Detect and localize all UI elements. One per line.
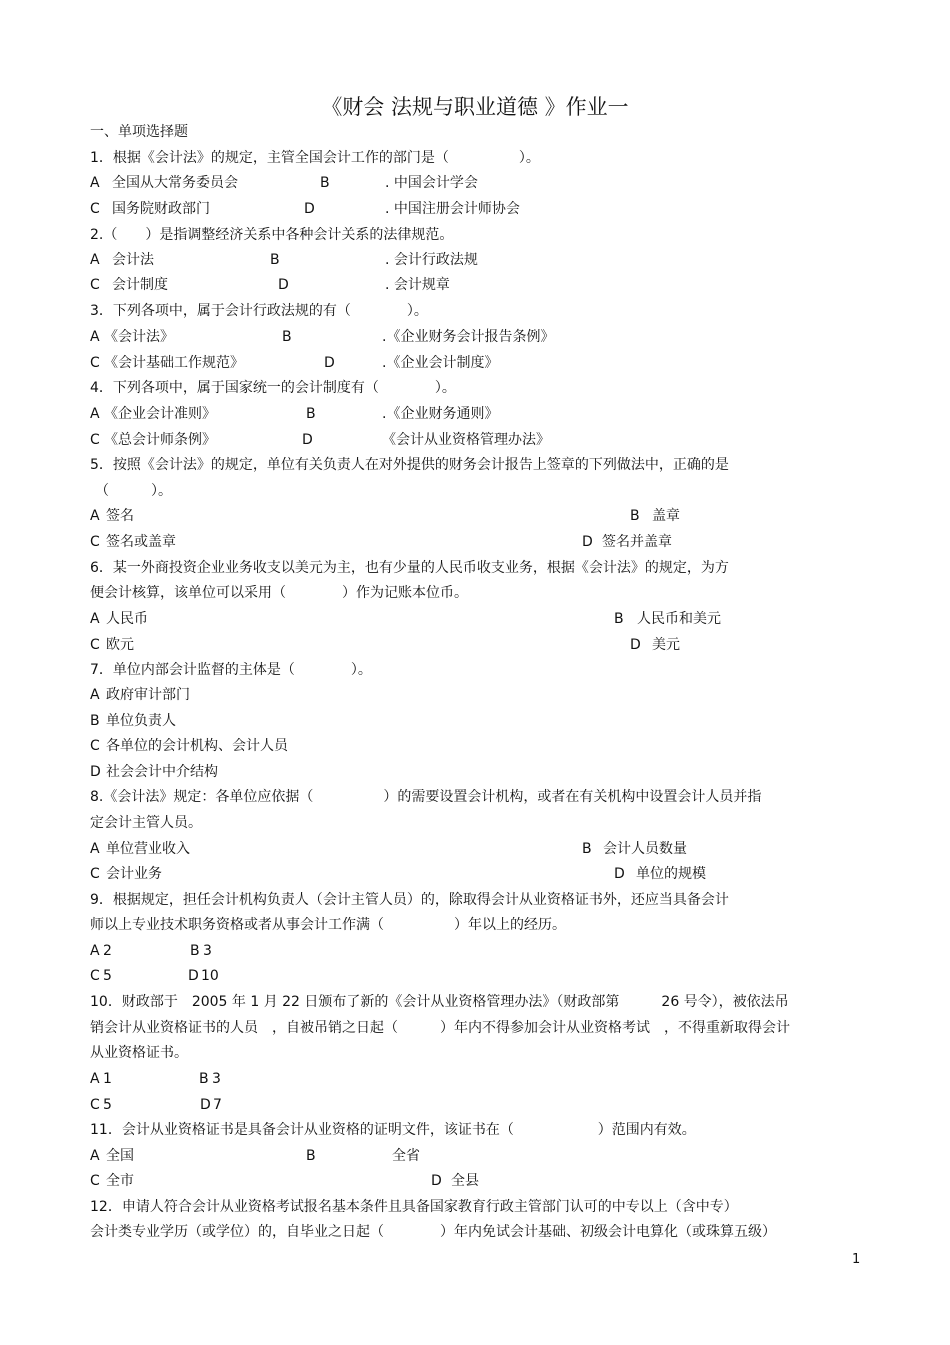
option-text: 全省 xyxy=(392,1148,420,1164)
option-label: C xyxy=(90,201,100,217)
question-3-text: 3．下列各项中，属于会计行政法规的有（ ）。 xyxy=(90,303,428,319)
option-text: 《会计基础工作规范》 xyxy=(104,355,244,371)
option-text: 人民币 xyxy=(106,611,148,627)
option-label: A xyxy=(90,687,100,703)
option-label: D xyxy=(200,1097,211,1113)
option-label: D xyxy=(278,277,289,293)
option-text: 单位负责人 xyxy=(106,713,176,729)
option-label: C xyxy=(90,355,100,371)
option-text: 欧元 xyxy=(106,637,134,653)
option-text: 《企业会计准则》 xyxy=(104,406,216,422)
question-4-text: 4．下列各项中，属于国家统一的会计制度有（ ）。 xyxy=(90,380,456,396)
option-text: 各单位的会计机构、会计人员 xyxy=(106,738,288,754)
option-label: A xyxy=(90,175,100,191)
option-text: 7 xyxy=(213,1097,222,1113)
option-label: B xyxy=(320,175,330,191)
option-label: D xyxy=(302,432,313,448)
option-text: 2 xyxy=(103,943,112,959)
option-label: C xyxy=(90,1173,100,1189)
question-12-text: 12．申请人符合会计从业资格考试报名基本条件且具备国家教育行政主管部门认可的中专以上（含中专） xyxy=(90,1199,738,1215)
question-9-text-cont: 师以上专业技术职务资格或者从事会计工作满（ ）年以上的经历。 xyxy=(90,917,566,933)
option-text: 会计业务 xyxy=(106,866,162,882)
option-label: A xyxy=(90,943,100,959)
option-label: C xyxy=(90,866,100,882)
question-10-text-cont: 销会计从业资格证书的人员 ，自被吊销之日起（ ）年内不得参加会计从业资格考试 ，不得重新取得会计 xyxy=(90,1020,790,1036)
option-text: 全县 xyxy=(451,1173,479,1189)
option-text: 全市 xyxy=(106,1173,134,1189)
page-number: 1 xyxy=(852,1252,861,1267)
option-label: C xyxy=(90,738,100,754)
option-label: C xyxy=(90,968,100,984)
question-11-text: 11．会计从业资格证书是具备会计从业资格的证明文件，该证书在（ ）范围内有效。 xyxy=(90,1122,696,1138)
option-text: 3 xyxy=(203,943,212,959)
option-label: C xyxy=(90,534,100,550)
option-text: 单位的规模 xyxy=(636,866,706,882)
option-label: C xyxy=(90,432,100,448)
option-label: B xyxy=(282,329,292,345)
question-9-text: 9．根据规定，担任会计机构负责人（会计主管人员）的，除取得会计从业资格证书外，还应当具备会计 xyxy=(90,892,729,908)
option-label: B xyxy=(306,1148,316,1164)
option-text: 单位营业收入 xyxy=(106,841,190,857)
option-text: 5 xyxy=(103,1097,112,1113)
option-label: A xyxy=(90,1071,100,1087)
option-text: . 会计规章 xyxy=(385,277,450,293)
option-label: D xyxy=(324,355,335,371)
option-text: . 中国注册会计师协会 xyxy=(385,201,520,217)
option-label: A xyxy=(90,611,100,627)
question-7-text: 7．单位内部会计监督的主体是（ ）。 xyxy=(90,662,372,678)
option-text: 签名并盖章 xyxy=(602,534,672,550)
option-text: 《总会计师条例》 xyxy=(104,432,216,448)
option-text: 全国 xyxy=(106,1148,134,1164)
option-text: 政府审计部门 xyxy=(106,687,190,703)
option-text: 《会计从业资格管理办法》 xyxy=(382,432,550,448)
question-5-text-cont: （ ）。 xyxy=(95,483,172,499)
option-text: .《企业财务会计报告条例》 xyxy=(382,329,555,345)
question-8-text: 8.《会计法》规定：各单位应依据（ ）的需要设置会计机构，或者在有关机构中设置会计人员并指 xyxy=(90,789,762,805)
option-label: A xyxy=(90,841,100,857)
option-text: 5 xyxy=(103,968,112,984)
option-label: D xyxy=(614,866,625,882)
option-label: B xyxy=(90,713,100,729)
option-label: D xyxy=(188,968,199,984)
option-label: D xyxy=(630,637,641,653)
option-label: A xyxy=(90,252,100,268)
option-text: 10 xyxy=(201,968,219,984)
question-10-text: 10．财政部于 2005 年 1 月 22 日颁布了新的《会计从业资格管理办法》（财政部第 26 号令），被依法吊 xyxy=(90,994,789,1010)
option-text: .《企业财务通则》 xyxy=(382,406,499,422)
option-text: 会计法 xyxy=(112,252,154,268)
option-label: D xyxy=(90,764,101,780)
option-label: A xyxy=(90,329,100,345)
option-label: C xyxy=(90,277,100,293)
option-text: . 会计行政法规 xyxy=(385,252,478,268)
option-label: B xyxy=(630,508,640,524)
option-text: . 中国会计学会 xyxy=(385,175,478,191)
option-text: 美元 xyxy=(652,637,680,653)
option-label: B xyxy=(614,611,624,627)
option-text: 社会会计中介结构 xyxy=(106,764,218,780)
option-label: B xyxy=(199,1071,209,1087)
option-text: 会计制度 xyxy=(112,277,168,293)
option-text: 签名或盖章 xyxy=(106,534,176,550)
option-text: 盖章 xyxy=(652,508,680,524)
option-text: .《企业会计制度》 xyxy=(382,355,499,371)
question-2-text: 2.（ ）是指调整经济关系中各种会计关系的法律规范。 xyxy=(90,227,454,243)
question-6-text-cont: 便会计核算，该单位可以采用（ ）作为记账本位币。 xyxy=(90,585,468,601)
question-6-text: 6．某一外商投资企业业务收支以美元为主，也有少量的人民币收支业务，根据《会计法》的规定，为方 xyxy=(90,560,729,576)
question-8-text-cont: 定会计主管人员。 xyxy=(90,815,202,831)
option-text: 3 xyxy=(212,1071,221,1087)
option-label: B xyxy=(582,841,592,857)
question-1-text: 1．根据《会计法》的规定，主管全国会计工作的部门是（ ）。 xyxy=(90,150,540,166)
option-text: 会计人员数量 xyxy=(603,841,687,857)
option-label: C xyxy=(90,637,100,653)
option-text: 人民币和美元 xyxy=(637,611,721,627)
option-text: 国务院财政部门 xyxy=(112,201,210,217)
question-12-text-cont: 会计类专业学历（或学位）的，自毕业之日起（ ）年内免试会计基础、初级会计电算化（或珠算五级） xyxy=(90,1224,776,1240)
question-5-text: 5．按照《会计法》的规定，单位有关负责人在对外提供的财务会计报告上签章的下列做法中，正确的是 xyxy=(90,457,729,473)
option-label: D xyxy=(582,534,593,550)
option-label: A xyxy=(90,406,100,422)
option-label: B xyxy=(190,943,200,959)
option-label: B xyxy=(270,252,280,268)
option-text: 1 xyxy=(103,1071,112,1087)
option-label: D xyxy=(431,1173,442,1189)
option-label: A xyxy=(90,1148,100,1164)
option-label: B xyxy=(306,406,316,422)
page-title: 《财会 法规与职业道德 》作业一 xyxy=(321,95,629,119)
option-label: D xyxy=(304,201,315,217)
option-label: C xyxy=(90,1097,100,1113)
option-text: 《会计法》 xyxy=(104,329,174,345)
option-text: 全国从大常务委员会 xyxy=(112,175,238,191)
option-text: 签名 xyxy=(106,508,134,524)
option-label: A xyxy=(90,508,100,524)
question-10-text-cont: 从业资格证书。 xyxy=(90,1045,188,1061)
section-heading: 一、单项选择题 xyxy=(90,124,188,140)
